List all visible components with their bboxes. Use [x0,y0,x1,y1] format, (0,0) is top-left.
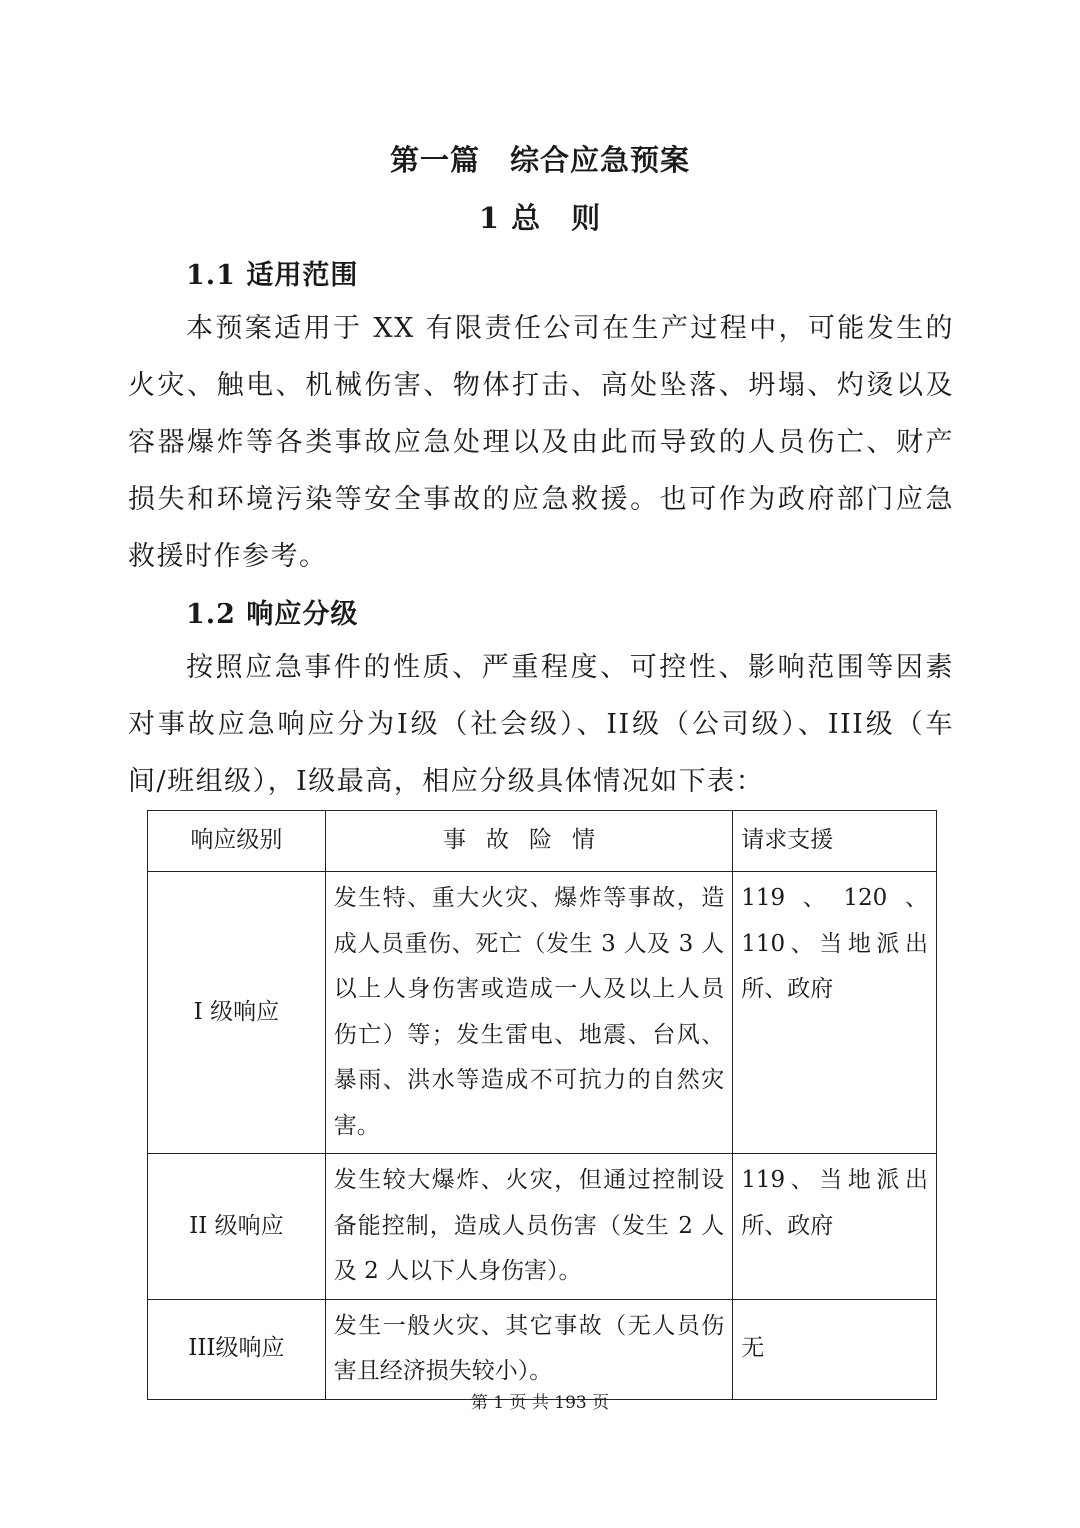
section-heading-scope: 1.1 适用范围 [186,260,359,291]
situation-cell: 发生较大爆炸、火灾，但通过控制设备能控制，造成人员伤害（发生 2 人及 2 人以下人身伤害）。 [325,1154,732,1300]
support-cell: 119、当地派出所、政府 [733,1154,937,1300]
level-cell: I 级响应 [148,872,326,1154]
table-row [148,1154,937,1300]
response-level-table [147,810,937,1400]
page-footer: 第 1 页 共 193 页 [470,1393,610,1413]
level-cell: II 级响应 [148,1154,326,1300]
level-cell: III级响应 [148,1299,326,1399]
table-row [148,872,937,1154]
header-support: 请求支援 [733,811,937,872]
table-row [148,1299,937,1399]
part-title: 第一篇 综合应急预案 [389,143,690,177]
situation-cell: 发生一般火灾、其它事故（无人员伤害且经济损失较小）。 [325,1299,732,1399]
chapter-title: 1 总 则 [478,201,602,235]
support-cell: 119、120、110、当地派出所、政府 [733,872,937,1154]
situation-cell: 发生特、重大火灾、爆炸等事故，造成人员重伤、死亡（发生 3 人及 3 人以上人身伤害或造成一人及以上人员伤亡）等；发生雷电、地震、台风、暴雨、洪水等造成不可抗力的自然灾害。 [325,872,732,1154]
table-header-row [148,811,937,872]
header-situation: 事故险情 [325,811,732,872]
section-heading-response-levels: 1.2 响应分级 [186,599,359,630]
response-levels-paragraph: 按照应急事件的性质、严重程度、可控性、影响范围等因素对事故应急响应分为I级（社会级）、II级（公司级）、III级（车间/班组级），I级最高，相应分级具体情况如下表： [128,652,954,797]
header-response-level: 响应级别 [148,811,326,872]
support-cell: 无 [733,1299,937,1399]
scope-paragraph: 本预案适用于 XX 有限责任公司在生产过程中，可能发生的火灾、触电、机械伤害、物体打击、高处坠落、坍塌、灼烫以及容器爆炸等各类事故应急处理以及由此而导致的人员伤亡、财产损失和环境污染等安全事故的应急救援。也可作为政府部门应急救援时作参考。 [128,313,954,572]
